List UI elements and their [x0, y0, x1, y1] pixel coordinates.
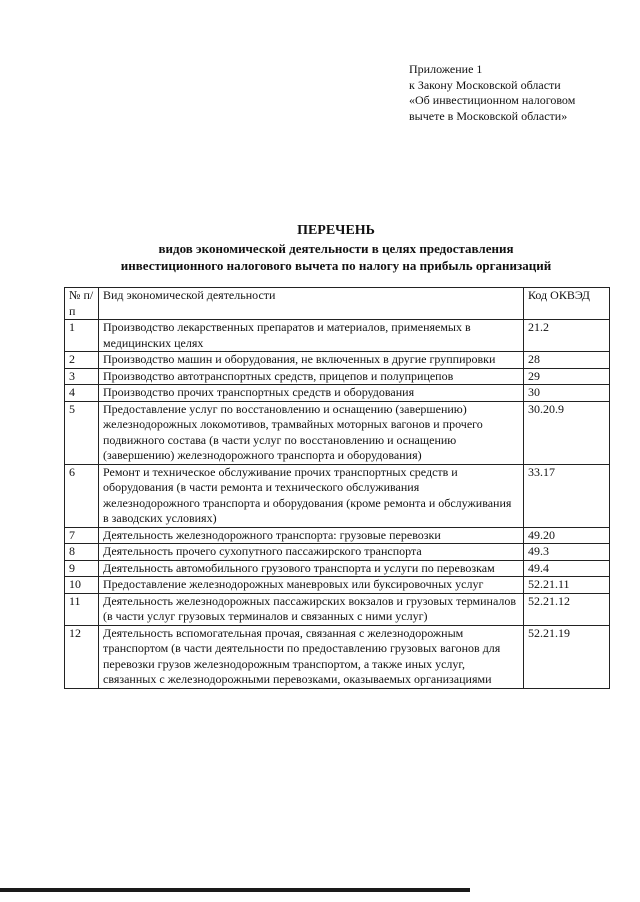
activity-cell: Производство автотранспортных средств, прицепов и полуприцепов [99, 368, 524, 385]
row-number-cell: 1 [65, 320, 99, 352]
table-row [65, 544, 610, 561]
row-number-cell: 9 [65, 560, 99, 577]
activity-cell: Производство прочих транспортных средств и оборудования [99, 385, 524, 402]
okved-code-cell: 49.4 [524, 560, 610, 577]
row-number-cell: 8 [65, 544, 99, 561]
appendix-note [409, 62, 629, 124]
row-number-cell: 2 [65, 352, 99, 369]
table-row [65, 560, 610, 577]
row-number-cell: 3 [65, 368, 99, 385]
scan-edge-line [0, 888, 470, 892]
appendix-line: «Об инвестиционном налоговом [409, 93, 576, 107]
activity-table [64, 287, 610, 689]
table-row [65, 385, 610, 402]
table-row [65, 352, 610, 369]
heading-subtitle-line: инвестиционного налогового вычета по налогу на прибыль организаций [120, 258, 552, 273]
activity-cell: Производство лекарственных препаратов и материалов, применяемых в медицинских целях [99, 320, 524, 352]
document-heading [60, 222, 612, 274]
okved-code-cell: 30.20.9 [524, 401, 610, 464]
row-number-cell: 5 [65, 401, 99, 464]
header-activity: Вид экономической деятельности [99, 288, 524, 320]
table-body [65, 320, 610, 689]
okved-code-cell: 52.21.12 [524, 593, 610, 625]
okved-code-cell: 52.21.11 [524, 577, 610, 594]
activity-cell: Деятельность автомобильного грузового транспорта и услуги по перевозкам [99, 560, 524, 577]
table-row [65, 593, 610, 625]
table-row [65, 577, 610, 594]
okved-code-cell: 52.21.19 [524, 625, 610, 688]
header-okved-code: Код ОКВЭД [524, 288, 610, 320]
appendix-line: к Закону Московской области [409, 77, 561, 92]
okved-code-cell: 29 [524, 368, 610, 385]
table-header-row [65, 288, 610, 320]
row-number-cell: 4 [65, 385, 99, 402]
table-row [65, 464, 610, 527]
okved-code-cell: 30 [524, 385, 610, 402]
activity-cell: Ремонт и техническое обслуживание прочих транспортных средств и оборудования (в части ремонта и технического обслуживания железнодорожного транспорта и оборудования (кроме ремонта и обслуживания в заводских условиях) [99, 464, 524, 527]
table-row [65, 320, 610, 352]
okved-code-cell: 49.3 [524, 544, 610, 561]
okved-code-cell: 49.20 [524, 527, 610, 544]
activity-cell: Предоставление услуг по восстановлению и оснащению (завершению) железнодорожных локомотивов, трамвайных моторных вагонов и прочего подвижного состава (в части услуг по восстановлению и оснащению (завершению) железнодорожного транспорта и оборудования) [99, 401, 524, 464]
appendix-line: Приложение 1 [409, 62, 483, 76]
activity-cell: Деятельность прочего сухопутного пассажирского транспорта [99, 544, 524, 561]
activity-cell: Деятельность вспомогательная прочая, связанная с железнодорожным транспортом (в части деятельности по предоставлению грузовых вагонов для перевозки грузов железнодорожным транспортом, а также иных услуг, связанных с железнодорожными перевозками, оказываемых организациями [99, 625, 524, 688]
table-row [65, 368, 610, 385]
appendix-line: вычете в Московской области» [409, 108, 568, 123]
activity-cell: Производство машин и оборудования, не включенных в другие группировки [99, 352, 524, 369]
heading-subtitle-line: видов экономической деятельности в целях предоставления [158, 241, 514, 256]
row-number-cell: 12 [65, 625, 99, 688]
row-number-cell: 7 [65, 527, 99, 544]
okved-code-cell: 21.2 [524, 320, 610, 352]
table-row [65, 625, 610, 688]
row-number-cell: 11 [65, 593, 99, 625]
activity-cell: Деятельность железнодорожного транспорта: грузовые перевозки [99, 527, 524, 544]
table-row [65, 527, 610, 544]
row-number-cell: 6 [65, 464, 99, 527]
activity-cell: Деятельность железнодорожных пассажирских вокзалов и грузовых терминалов (в части услуг грузовых терминалов и связанных с ними услуг) [99, 593, 524, 625]
activity-cell: Предоставление железнодорожных маневровых или буксировочных услуг [99, 577, 524, 594]
row-number-cell: 10 [65, 577, 99, 594]
page-title: ПЕРЕЧЕНЬ [297, 223, 375, 238]
okved-code-cell: 28 [524, 352, 610, 369]
header-number: № п/п [65, 288, 99, 320]
okved-code-cell: 33.17 [524, 464, 610, 527]
table-row [65, 401, 610, 464]
